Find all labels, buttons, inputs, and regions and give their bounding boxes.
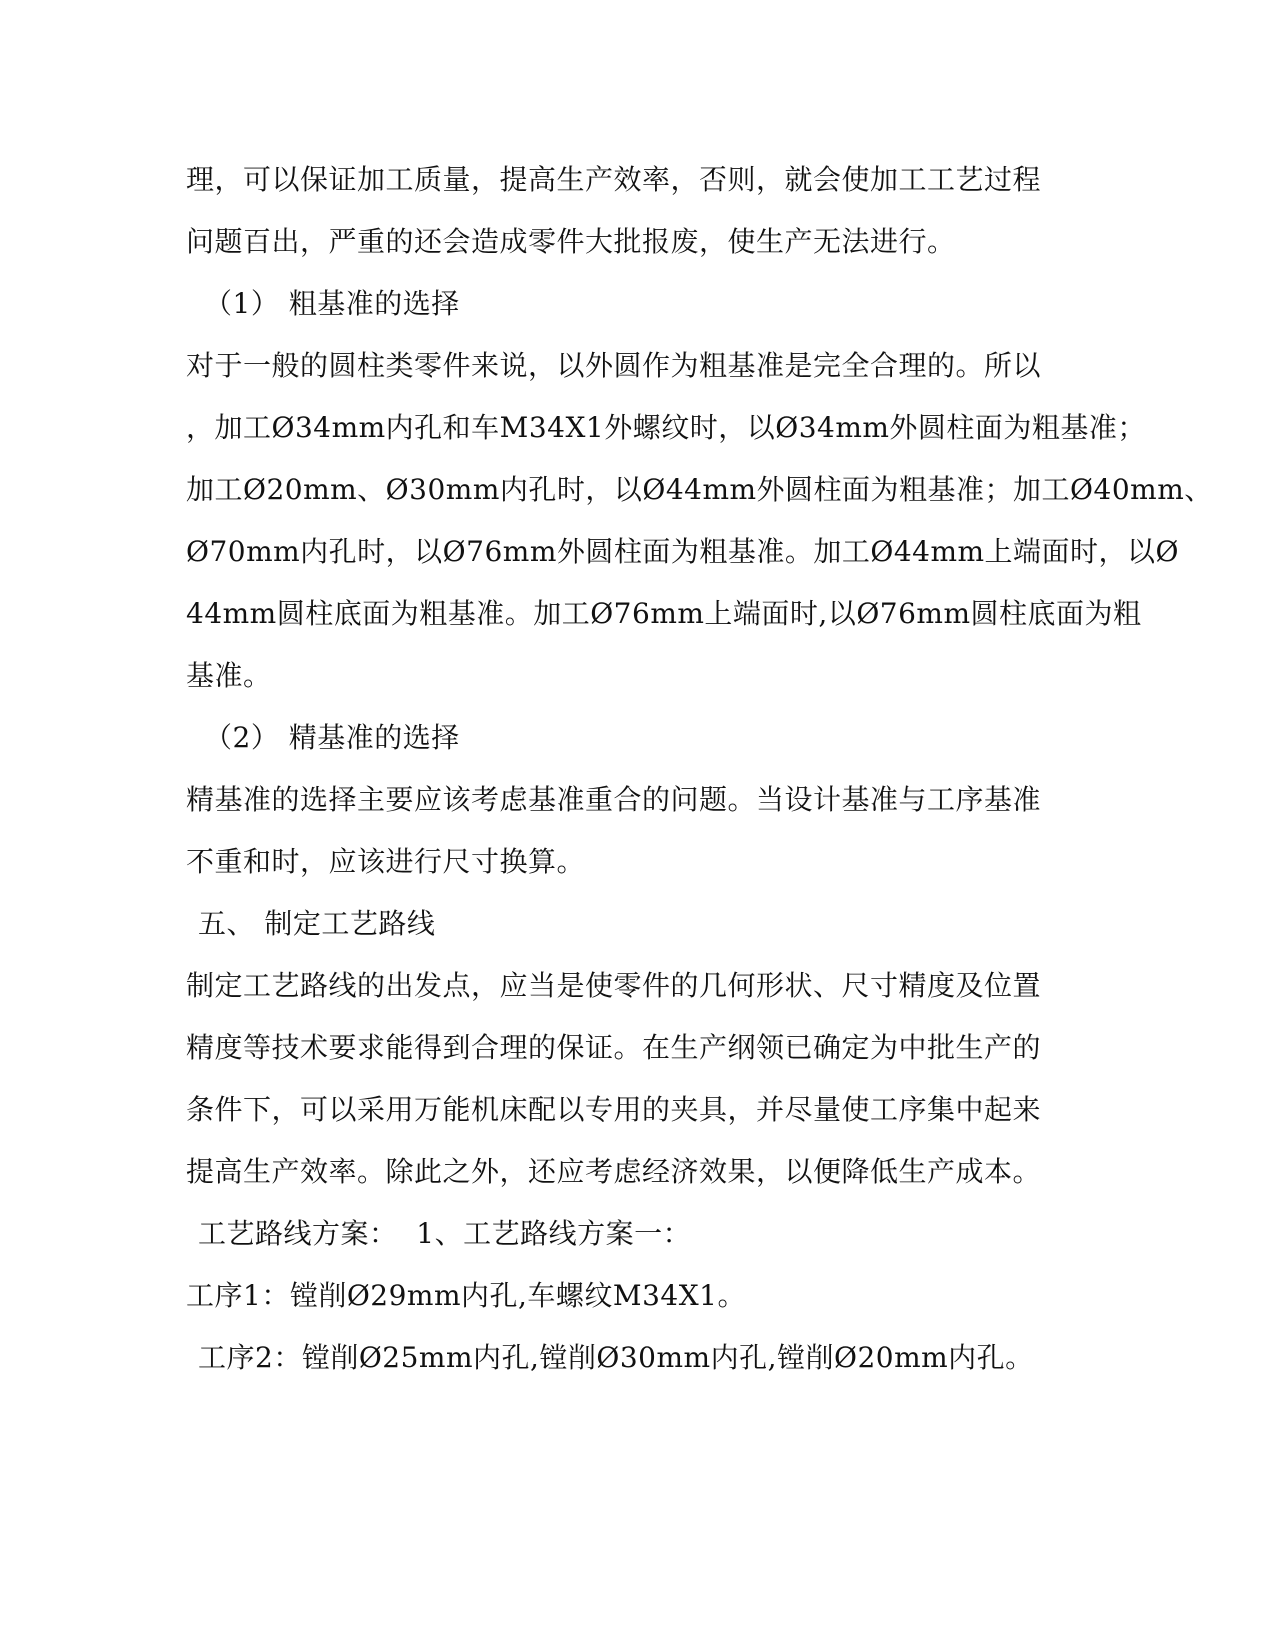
text-line: 工序1：镗削Ø29mm内孔,车螺纹M34X1。 [186,1279,746,1312]
text-line: 精基准的选择主要应该考虑基准重合的问题。当设计基准与工序基准 [186,783,1042,816]
text-line: 不重和时，应该进行尺寸换算。 [186,845,586,878]
text-line: 对于一般的圆柱类零件来说，以外圆作为粗基准是完全合理的。所以 [186,349,1042,382]
text-line: 精度等技术要求能得到合理的保证。在生产纲领已确定为中批生产的 [186,1031,1042,1064]
text-line: 条件下，可以采用万能机床配以专用的夹具，并尽量使工序集中起来 [186,1093,1042,1126]
text-line: 加工Ø20mm、Ø30mm内孔时，以Ø44mm外圆柱面为粗基准；加工Ø40mm、 [186,473,1213,506]
text-line: 问题百出，严重的还会造成零件大批报废，使生产无法进行。 [186,225,956,258]
section-heading: 工艺路线方案： 1、工艺路线方案一： [198,1217,692,1250]
section-heading: （2） 精基准的选择 [204,721,460,754]
text-line: 工序2：镗削Ø25mm内孔,镗削Ø30mm内孔,镗削Ø20mm内孔。 [198,1341,1034,1374]
text-line: ，加工Ø34mm内孔和车M34X1外螺纹时，以Ø34mm外圆柱面为粗基准； [186,411,1146,444]
section-heading: （1） 粗基准的选择 [204,287,460,320]
text-line: 基准。 [186,659,272,692]
text-line: 理，可以保证加工质量，提高生产效率，否则，就会使加工工艺过程 [186,163,1042,196]
text-line: Ø70mm内孔时，以Ø76mm外圆柱面为粗基准。加工Ø44mm上端面时，以Ø [186,535,1180,568]
text-line: 44mm圆柱底面为粗基准。加工Ø76mm上端面时,以Ø76mm圆柱底面为粗 [186,597,1142,630]
text-line: 制定工艺路线的出发点，应当是使零件的几何形状、尺寸精度及位置 [186,969,1042,1002]
text-line: 提高生产效率。除此之外，还应考虑经济效果，以便降低生产成本。 [186,1155,1042,1188]
section-heading: 五、 制定工艺路线 [198,907,436,940]
